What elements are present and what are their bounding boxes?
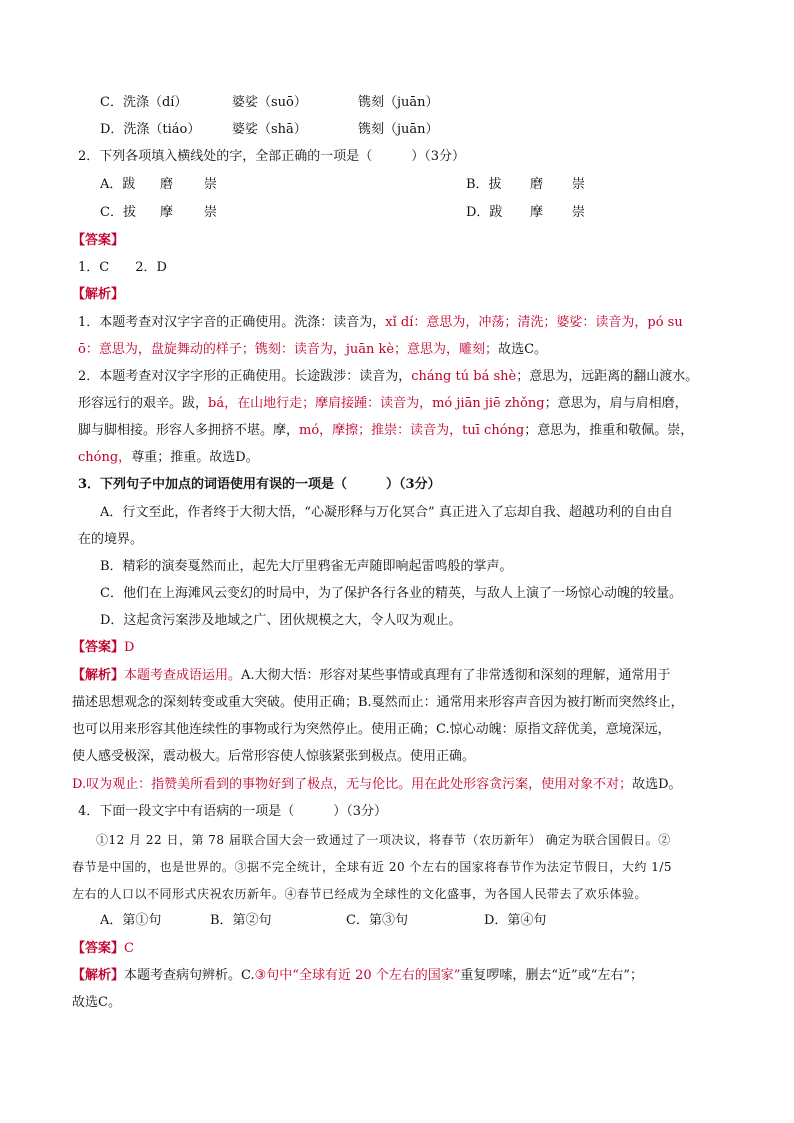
analysis-12-l5-red: mó，摩擦；推崇：读音为，tuī chóng — [299, 423, 525, 438]
analysis-12-l2-red: ō：意思为，盘旋舞动的样子；镌刻：读音为，juān kè；意思为，雕刻； — [78, 342, 499, 357]
q2-stem: 2．下列各项填入横线处的字，全部正确的一项是（ ）（3分） — [78, 149, 466, 164]
q2-option-d-2: 摩 — [530, 205, 544, 220]
analysis-12-l3-black-b: ；意思为，远距离的翻山渡水。 — [516, 369, 699, 384]
analysis-12-l3-black-a: 2．本题考查对汉字字形的正确使用。长途跋涉：读音为， — [78, 369, 412, 384]
q4-analysis-1-black-b: 重复啰嗦，删去“近”或“左右”； — [460, 968, 643, 983]
analysis-12-line-1 — [78, 314, 683, 332]
analysis-tag-4: 【解析】 — [72, 968, 125, 983]
q3-stem: 3．下列句子中加点的词语使用有误的一项是（ ）（3分） — [78, 477, 441, 492]
q1-option-c-2: 婆娑（suō） — [232, 95, 307, 110]
analysis-12-l1-black: 1．本题考查对汉字字音的正确使用。洗涤：读音为， — [78, 315, 386, 330]
analysis-12-l4-black-a: 形容远行的艰辛。跋， — [78, 396, 209, 411]
q4-option-b: B．第②句 — [210, 913, 272, 928]
q2-option-b-2: 磨 — [530, 177, 544, 192]
q3-analysis-1-black: A.大彻大悟：形容对某些事情或真理有了非常透彻和深刻的理解，通常用于 — [241, 668, 671, 683]
q2-option-b-3: 崇 — [572, 177, 586, 192]
analysis-12-l5-black-b: ；意思为，推重和敬佩。崇， — [524, 423, 694, 438]
q3-option-c: C．他们在上海滩风云变幻的时局中，为了保护各行各业的精英，与敌人上演了一场惊心动魄的较量。 — [100, 586, 682, 601]
analysis-12-l3-red: cháng tú bá shè — [411, 369, 517, 384]
analysis-tag-3: 【解析】 — [72, 668, 125, 683]
q1-option-c-3: 镌刻（juān） — [358, 95, 439, 110]
q3-option-a-line-1: A．行文至此，作者终于大彻大悟，“心凝形释与万化冥合” 真正进入了忘却自我、超越功利的自由自 — [100, 505, 673, 520]
q3-analysis-line-1 — [72, 667, 671, 685]
q2-option-c-2: 摩 — [160, 205, 174, 220]
q4-option-c: C．第③句 — [346, 913, 408, 928]
q3-answer-line — [72, 639, 134, 657]
q4-passage-line-1: ①12 月 22 日，第 78 届联合国大会一致通过了一项决议，将春节（农历新年） 确定为联合国假日。② — [96, 833, 671, 847]
q3-analysis-line-4: 使人感受极深，震动极大。后常形容使人惊骇紧张到极点。使用正确。 — [72, 749, 476, 764]
q4-option-d: D．第④句 — [484, 913, 547, 928]
q4-answer-line — [72, 940, 134, 958]
analysis-12-l2-black: 故选C。 — [498, 342, 548, 357]
q4-passage-line-2: 春节是中国的，也是世界的。③据不完全统计，全球有近 20 个左右的国家将春节作为法定节假日，大约 1/5 — [72, 860, 673, 874]
q4-analysis-1-black: 本题考查病句辨析。C. — [124, 968, 255, 983]
q3-analysis-line-5 — [72, 776, 682, 794]
q3-option-d: D．这起贪污案涉及地域之广、团伙规模之大，令人叹为观止。 — [100, 613, 462, 628]
q2-option-c-3: 崇 — [204, 205, 218, 220]
q3-analysis-5-red: D.叹为观止：指赞美所看到的事物好到了极点，无与伦比。用在此处形容贪污案，使用对象不对； — [72, 777, 633, 792]
q2-option-c-1: C．拔 — [100, 205, 136, 220]
q2-option-a-1: A．跋 — [100, 177, 136, 192]
q3-analysis-line-2: 描述思想观念的深刻转变或重大突破。使用正确；B.戛然而止：通常用来形容声音因为被打断而突然终止， — [72, 695, 684, 710]
analysis-12-line-3 — [78, 368, 698, 386]
answer-tag-3: 【答案】 — [72, 640, 125, 655]
q2-option-a-2: 磨 — [160, 177, 174, 192]
q4-analysis-line-1 — [72, 967, 643, 985]
q4-analysis-line-2: 故选C。 — [72, 995, 121, 1010]
analysis-12-l4-black-b: ；意思为，肩与肩相磨， — [544, 396, 688, 411]
q3-option-a-line-2: 在的境界。 — [78, 532, 144, 547]
q3-answer: D — [124, 640, 135, 655]
q1-option-c-1: C．洗涤（dí） — [100, 95, 188, 110]
q3-analysis-line-3: 也可以用来形容其他连续性的事物或行为突然停止。使用正确；C.惊心动魄：原指文辞优美，意境深远， — [72, 722, 671, 737]
analysis-12-l6-red: chóng， — [78, 450, 132, 465]
q3-analysis-5-black: 故选D。 — [632, 777, 682, 792]
q4-stem: 4．下面一段文字中有语病的一项是（ ）（3分） — [78, 804, 388, 819]
q1-option-d-1: D．洗涤（tiáo） — [100, 122, 201, 137]
analysis-12-line-2 — [78, 341, 547, 359]
q4-analysis-1-red: ③句中“全球有近 20 个左右的国家” — [254, 968, 461, 983]
analysis-12-line-6 — [78, 449, 259, 467]
q2-option-b-1: B．拔 — [466, 177, 502, 192]
q3-analysis-1-red: 本题考查成语运用。 — [124, 668, 242, 683]
answer-tag-4: 【答案】 — [72, 941, 125, 956]
q1-option-d-3: 镌刻（juān） — [358, 122, 439, 137]
q2-option-d-1: D．跋 — [466, 205, 503, 220]
q2-option-d-3: 崇 — [572, 205, 586, 220]
q3-option-b: B．精彩的演奏戛然而止，起先大厅里鸦雀无声随即响起雷鸣般的掌声。 — [100, 559, 513, 574]
analysis-12-l6-black: 尊重；推重。故选D。 — [131, 450, 259, 465]
analysis-12-line-4 — [78, 395, 688, 413]
analysis-12-l5-black-a: 脚与脚相接。形容人多拥挤不堪。摩， — [78, 423, 300, 438]
q2-option-a-3: 崇 — [204, 177, 218, 192]
answers-12: 1．C 2．D — [78, 260, 167, 275]
analysis-12-l1-red: xǐ dí：意思为，冲荡；清洗；婆娑：读音为，pó su — [385, 315, 683, 330]
analysis-tag-12: 【解析】 — [72, 287, 125, 302]
q1-option-d-2: 婆娑（shā） — [232, 122, 307, 137]
q4-answer: C — [124, 941, 134, 956]
q4-option-a: A．第①句 — [100, 913, 162, 928]
q4-passage-line-3: 左右的人口以不同形式庆祝农历新年。④春节已经成为全球性的文化盛事，为各国人民带去了欢乐体验。 — [72, 887, 648, 901]
analysis-12-line-5 — [78, 422, 693, 440]
analysis-12-l4-red: bá，在山地行走；摩肩接踵：读音为，mó jiān jiē zhǒng — [208, 396, 545, 411]
answer-tag-12: 【答案】 — [72, 233, 125, 248]
